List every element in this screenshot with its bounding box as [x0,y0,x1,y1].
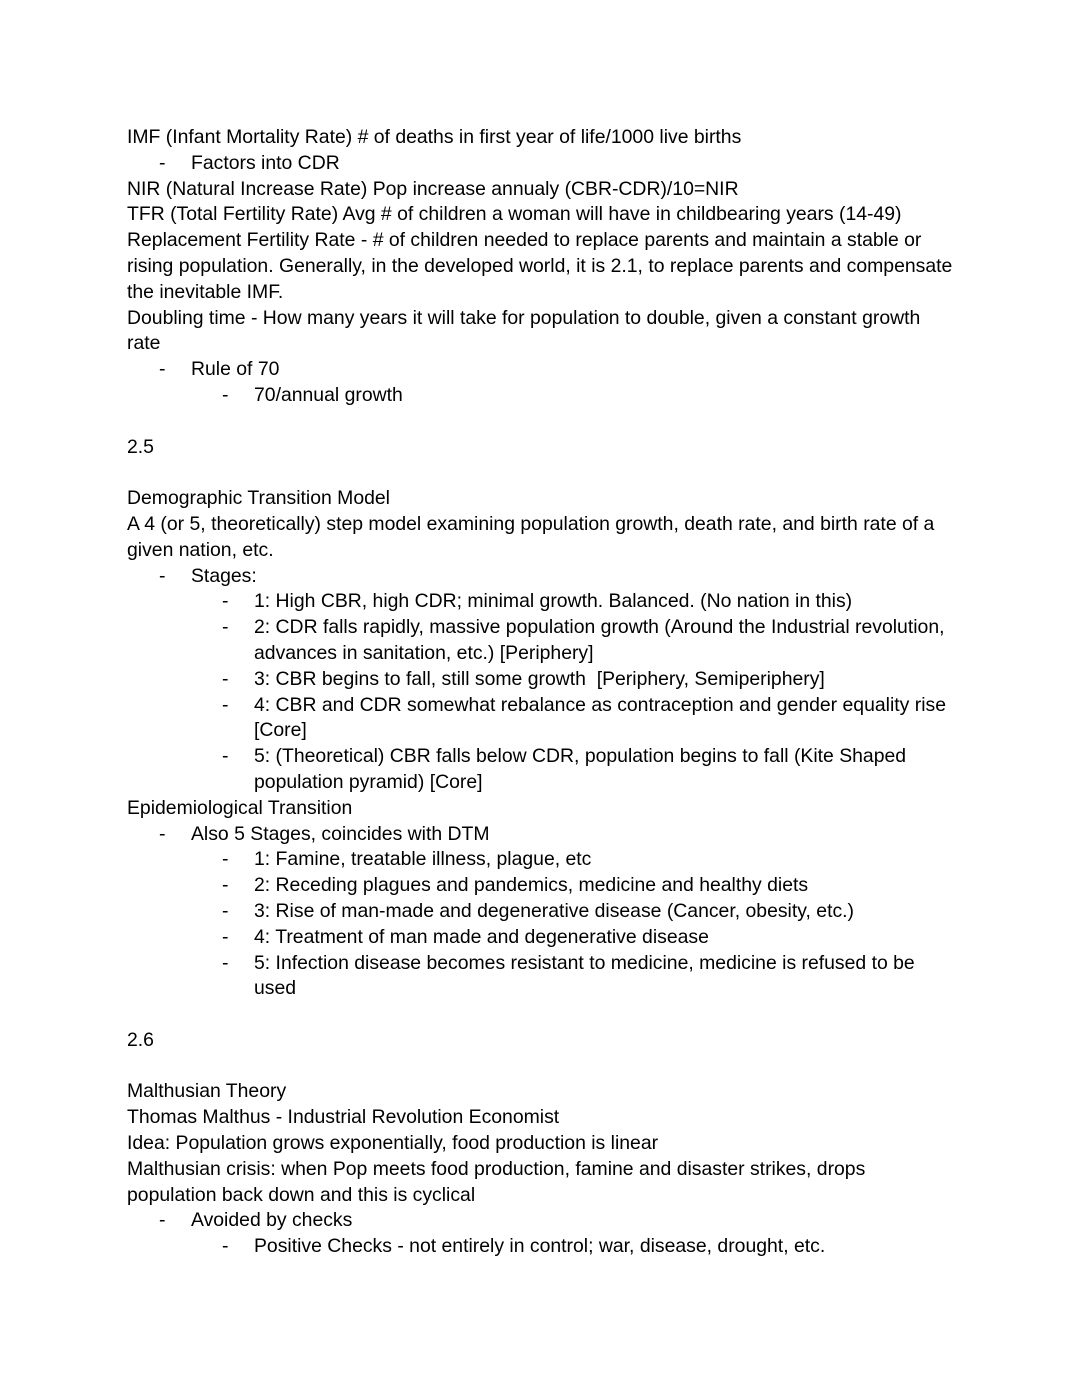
list-item-level-2 [127,693,953,745]
list-item-text: 2: CDR falls rapidly, massive population growth (Around the Industrial revolution, advances in sanitation, etc.) [Periphery] [254,616,950,664]
list-item-text: Factors into CDR [191,151,340,174]
paragraph: NIR (Natural Increase Rate) Pop increase annualy (CBR-CDR)/10=NIR [127,177,739,200]
document-body [127,125,958,1260]
list-item-level-2 [127,383,953,409]
blank-line [127,409,953,435]
paragraph: 2.5 [127,435,154,458]
paragraph: TFR (Total Fertility Rate) Avg # of children a woman will have in childbearing years (14-49) [127,203,902,226]
list-item-text: Rule of 70 [191,358,280,381]
list-item-text: 3: Rise of man-made and degenerative disease (Cancer, obesity, etc.) [254,899,854,922]
bullet-dash: - [159,151,166,174]
list-item-text: 2: Receding plagues and pandemics, medicine and healthy diets [254,874,809,897]
list-item-text: Positive Checks - not entirely in control; war, disease, drought, etc. [254,1235,826,1258]
blank-line [127,1002,953,1028]
bullet-dash: - [159,822,166,845]
bullet-dash: - [159,564,166,587]
paragraph: Replacement Fertility Rate - # of children needed to replace parents and maintain a stable or rising population. Generally, in the developed world, it is 2.1, to replace parents and compensate the inevitable IMF. [127,229,958,303]
list-item-level-2 [127,615,953,667]
paragraph: Epidemiological Transition [127,796,353,819]
bullet-dash: - [222,745,229,768]
paragraph: 2.6 [127,1028,154,1051]
paragraph: IMF (Infant Mortality Rate) # of deaths in first year of life/1000 live births [127,126,742,148]
blank-line [127,460,953,486]
bullet-dash: - [159,358,166,381]
list-item-level-1 [127,822,953,848]
bullet-dash: - [222,590,229,613]
bullet-dash: - [222,874,229,897]
bullet-dash: - [159,1209,166,1232]
list-item-text: 1: Famine, treatable illness, plague, etc [254,848,592,871]
paragraph: Demographic Transition Model [127,487,390,510]
list-item-level-2 [127,589,953,615]
list-item-text: 3: CBR begins to fall, still some growth [Periphery, Semiperiphery] [254,667,825,690]
list-item-text: 4: CBR and CDR somewhat rebalance as contraception and gender equality rise [Core] [254,693,952,742]
paragraph: Thomas Malthus - Industrial Revolution Economist [127,1106,560,1129]
list-item-level-1 [127,151,953,177]
bullet-dash: - [222,951,229,974]
list-item-level-2 [127,899,953,925]
list-item-level-2 [127,744,953,796]
paragraph: Doubling time - How many years it will take for population to double, given a constant growth rate [127,306,926,355]
bullet-dash: - [222,1235,229,1258]
bullet-dash: - [222,899,229,922]
list-item-level-1 [127,564,953,590]
bullet-dash: - [222,848,229,871]
list-item-level-2 [127,847,953,873]
list-item-level-2 [127,1234,953,1260]
paragraph: Idea: Population grows exponentially, food production is linear [127,1132,659,1155]
paragraph: A 4 (or 5, theoretically) step model examining population growth, death rate, and birth rate of a given nation, etc. [127,512,940,561]
bullet-dash: - [222,693,229,716]
bullet-dash: - [222,383,229,406]
paragraph: Malthusian Theory [127,1080,287,1103]
list-item-level-2 [127,667,953,693]
list-item-level-1 [127,1208,953,1234]
list-item-text: Avoided by checks [191,1209,353,1232]
list-item-text: 5: (Theoretical) CBR falls below CDR, population begins to fall (Kite Shaped population pyramid) [Core] [254,745,912,793]
blank-line [127,1054,953,1080]
list-item-level-2 [127,925,953,951]
list-item-level-2 [127,873,953,899]
list-item-level-1 [127,357,953,383]
list-item-text: 5: Infection disease becomes resistant to medicine, medicine is refused to be used [254,951,921,1000]
bullet-dash: - [222,667,229,690]
bullet-dash: - [222,616,229,639]
bullet-dash: - [222,925,229,948]
list-item-text: Stages: [191,564,257,587]
list-item-text: 1: High CBR, high CDR; minimal growth. Balanced. (No nation in this) [254,590,853,613]
list-item-text: 4: Treatment of man made and degenerative disease [254,925,709,948]
list-item-level-2 [127,951,953,1003]
paragraph: Malthusian crisis: when Pop meets food production, famine and disaster strikes, drops population back down and this is cyclical [127,1157,871,1206]
list-item-text: Also 5 Stages, coincides with DTM [191,822,490,845]
list-item-text: 70/annual growth [254,383,403,406]
